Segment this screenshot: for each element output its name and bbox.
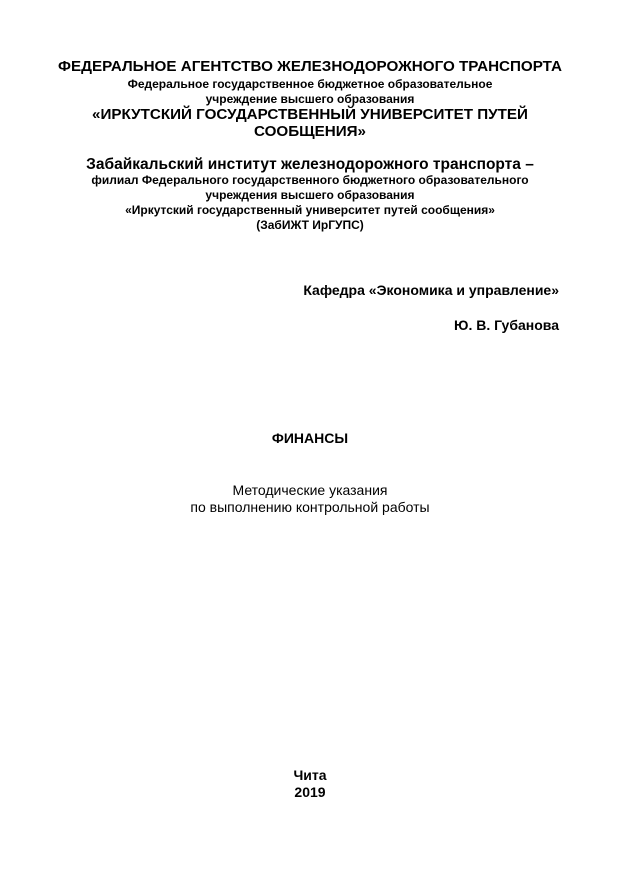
department-name: Кафедра «Экономика и управление» [303,282,559,298]
subtitle-line-1: Методические указания [232,482,388,498]
branch-line-3: учреждения высшего образования [205,188,415,202]
institution-type-line-2: учреждение высшего образования [205,92,415,106]
university-name-line-2: СООБЩЕНИЯ» [254,123,366,140]
institution-type-line-1: Федеральное государственное бюджетное образовательное [127,77,493,91]
document-title: ФИНАНСЫ [271,430,349,446]
city: Чита [293,767,327,783]
agency-heading: ФЕДЕРАЛЬНОЕ АГЕНТСТВО ЖЕЛЕЗНОДОРОЖНОГО ТРАНСПОРТА [58,58,562,75]
branch-institute-name: Забайкальский институт железнодорожного транспорта – [86,156,534,173]
branch-line-4: «Иркутский государственный университет путей сообщения» [125,203,495,217]
university-name-line-1: «ИРКУТСКИЙ ГОСУДАРСТВЕННЫЙ УНИВЕРСИТЕТ ПУТЕЙ [92,106,528,123]
author-name: Ю. В. Губанова [454,317,559,333]
branch-abbreviation: (ЗабИЖТ ИрГУПС) [256,218,364,232]
year: 2019 [294,784,326,800]
branch-line-2: филиал Федерального государственного бюджетного образовательного [91,173,529,187]
subtitle-line-2: по выполнению контрольной работы [190,499,430,515]
